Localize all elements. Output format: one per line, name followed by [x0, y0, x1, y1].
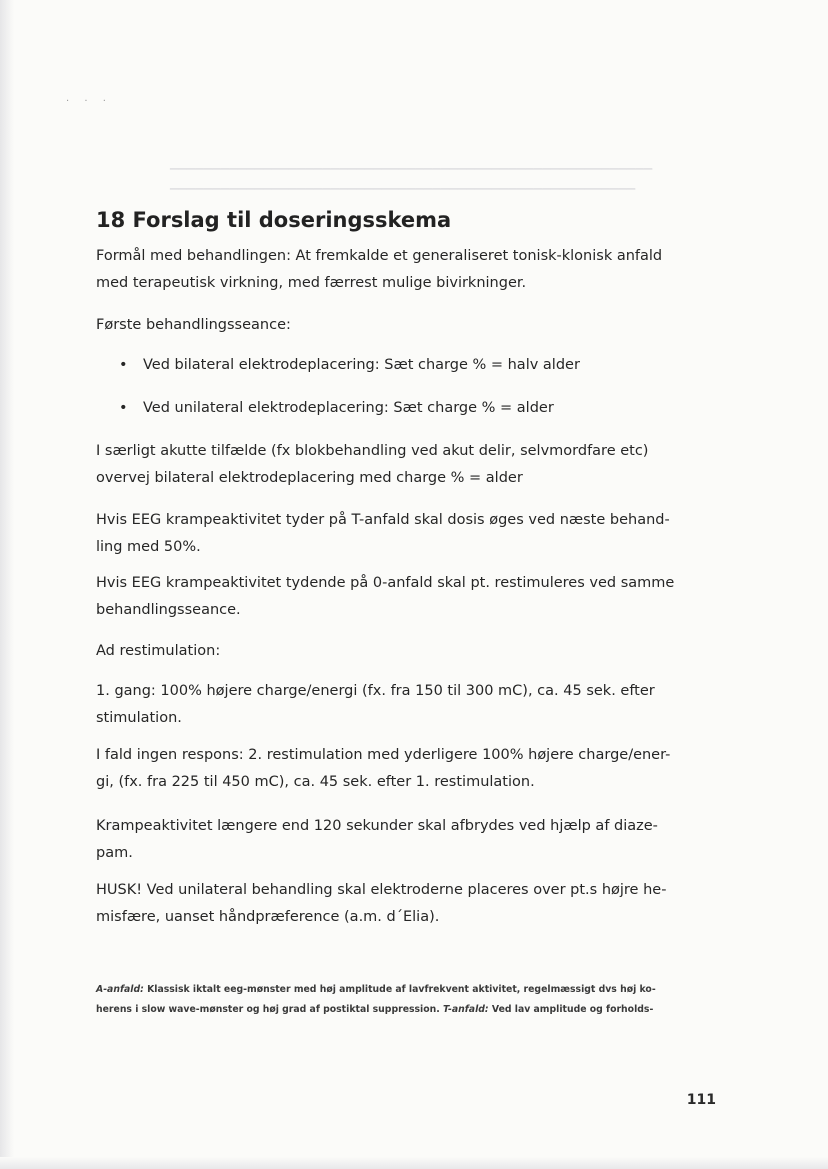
footnote-term-t: T-anfald: [443, 1004, 489, 1015]
purpose-paragraph: Formål med behandlingen: At fremkalde et generaliseret tonisk-klonisk anfald med terapeutisk virkning, med færrest mulige bivirkninger. [96, 248, 663, 291]
eeg-zero-paragraph: Hvis EEG krampeaktivitet tydende på 0-anfald skal pt. restimuleres ved samme behandlingsseance. [96, 575, 675, 618]
first-time-paragraph: 1. gang: 100% højere charge/energi (fx. fra 150 til 300 mC), ca. 45 sek. efter stimulation. [96, 683, 655, 726]
remember-paragraph: HUSK! Ved unilateral behandling skal elektroderne placeres over pt.s højre he- misfære, uanset håndpræference (a.m. d´Elia). [96, 882, 667, 925]
bullet-item: • Ved unilateral elektrodeplacering: Sæt charge % = alder [119, 395, 554, 422]
bullet-dot-icon: • [119, 357, 128, 373]
no-response-paragraph: I fald ingen respons: 2. restimulation med yderligere 100% højere charge/ener- gi, (fx. fra 225 til 450 mC), ca. 45 sek. efter 1. restimulation. [96, 747, 671, 790]
scan-edge-bottom [0, 1157, 828, 1169]
first-session-label: Første behandlingsseance: [96, 317, 291, 333]
restimulation-label: Ad restimulation: [96, 643, 221, 659]
scan-edge-left [0, 0, 14, 1169]
eeg-t-paragraph: Hvis EEG krampeaktivitet tyder på T-anfald skal dosis øges ved næste behand- ling med 50%. [96, 512, 670, 555]
bleed-through-mark: ▁▁▁▁▁▁▁▁▁▁▁▁▁▁▁▁▁▁▁▁▁▁▁▁▁▁▁▁▁▁▁▁▁▁▁▁▁▁▁▁▁▁▁▁▁▁▁▁▁▁▁▁▁▁▁ [170, 177, 636, 190]
section-heading: 18 Forslag til doseringsskema [96, 208, 452, 232]
footnote: A-anfald: Klassisk iktalt eeg-mønster med høj amplitude af lavfrekvent aktivitet, regelmæssigt dvs høj ko- herens i slow wave-mønster og høj grad af postiktal suppression. T-anfald: Ved lav amplitude og forholds- [96, 984, 656, 1015]
bleed-through-mark: ▁▁▁▁▁▁▁▁▁▁▁▁▁▁▁▁▁▁▁▁▁▁▁▁▁▁▁▁▁▁▁▁▁▁▁▁▁▁▁▁▁▁▁▁▁▁▁▁▁▁▁▁▁▁▁▁▁ [170, 157, 653, 170]
bullet-item: • Ved bilateral elektrodeplacering: Sæt charge % = halv alder [119, 352, 580, 379]
scan-speck: · · · [66, 96, 112, 107]
page-number: 111 [686, 1092, 716, 1108]
bullet-dot-icon: • [119, 400, 128, 416]
seizure-stop-paragraph: Krampeaktivitet længere end 120 sekunder skal afbrydes ved hjælp af diaze- pam. [96, 818, 658, 861]
footnote-term-a: A-anfald: [96, 984, 144, 995]
acute-paragraph: I særligt akutte tilfælde (fx blokbehandling ved akut delir, selvmordfare etc) overvej bilateral elektrodeplacering med charge % = alder [96, 443, 649, 486]
